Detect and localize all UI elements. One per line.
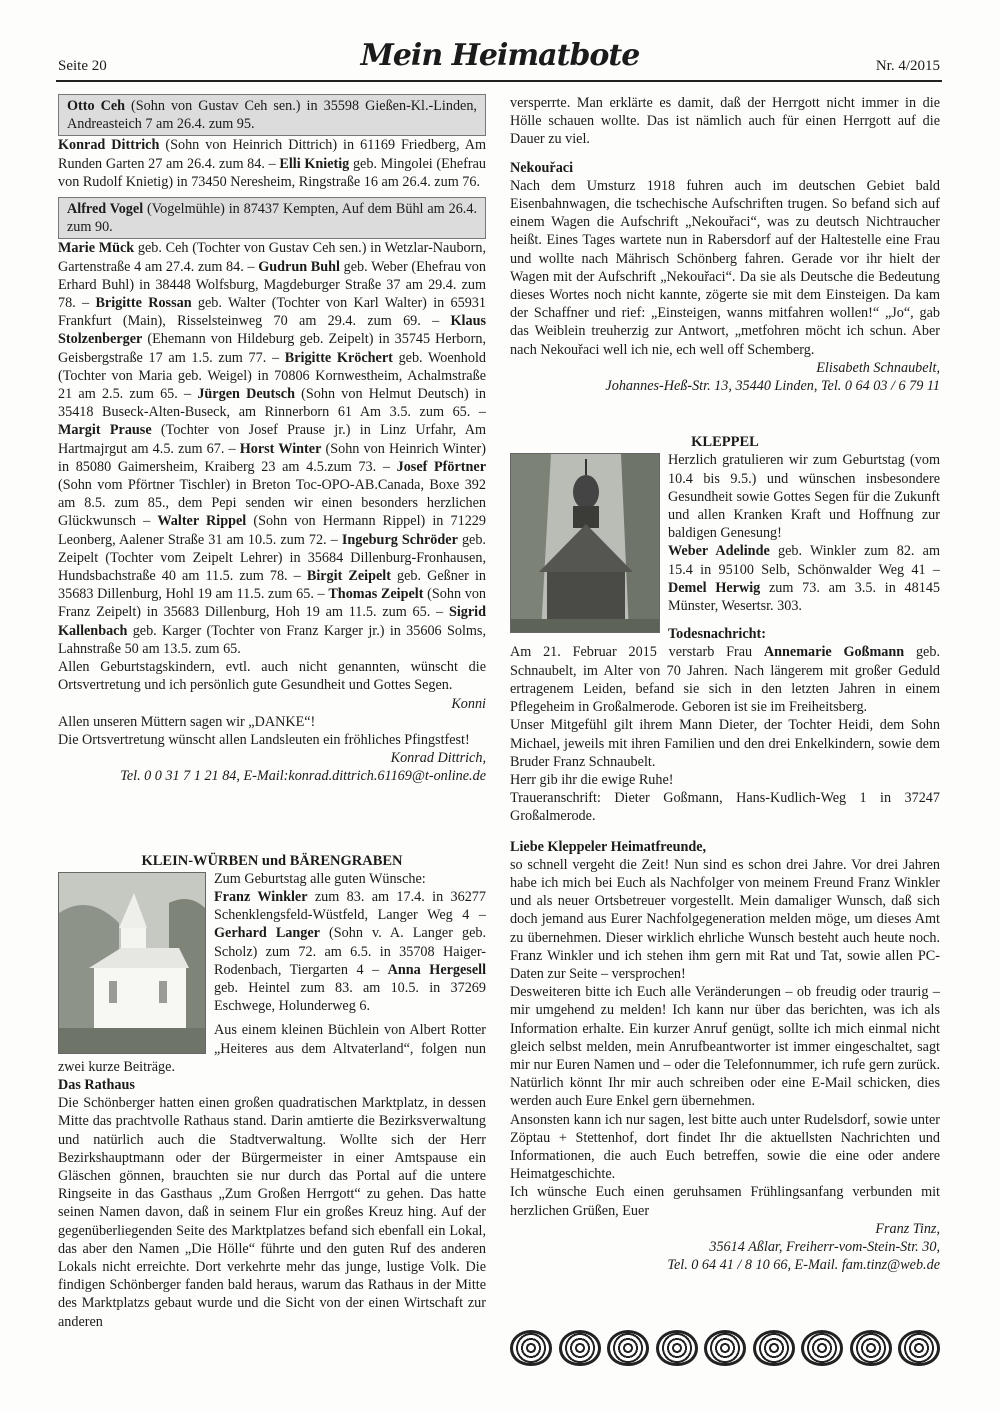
easter-egg-icon <box>704 1330 746 1366</box>
entry-text: (Ehemann von Hildeburg geb. Zeipelt) in 35745 Herborn, Geisbergstraße 17 am 1.5. zum 77. – <box>58 331 486 366</box>
letter-paragraph: Desweiteren bitte ich Euch alle Veränderungen – ob freudig oder traurig – mir umgehend zu melden! Ich kann nur über das berichten, was ich als Information erhalte. Ein kurzer Anruf genügt, sollte ich mich einmal nicht gleich selbst melden, mein Anrufbeantworter ist immer eingeschaltet, sagt mir nur Euren Namen und – oder die Telefonnummer, ich rufe gern zurück. Natürlich könnt Ihr mir auch schreiben oder eine E-Mail schicken, dies werden auch Eure Enkel gern übernehmen. <box>510 984 940 1110</box>
kw-note: Aus einem kleinen Büchlein von Albert Rotter „Heiteres aus dem Altvaterland“, folgen nun zwei kurze Beiträge. <box>58 1022 486 1075</box>
kleppel-greeting: Herzlich gratulieren wir zum Geburtstag (vom 10.4 bis 9.5.) und wünschen insbesondere Gesundheit sowie Gottes Segen für die Zukunft und allen Kranken Kraft und Hoffnung zur baldigen Genesung! <box>668 452 940 542</box>
closing-paragraph: Allen Geburtstagskindern, evtl. auch nicht genannten, wünscht die Ortsvertretung und ich persönlich gute Gesundheit und Gottes Segen. <box>58 659 486 694</box>
entry-text: (Sohn von Gustav Ceh sen.) in 35598 Gießen-Kl.-Linden, Andreasteich 7 am 26.4. zum 95. <box>67 98 477 133</box>
person-name: Jürgen Deutsch <box>197 386 295 403</box>
entry-text: (Tochter von Josef Prause jr.) in Linz Urfahr, Am Hartmajrgut am 4.5. zum 67. – <box>58 422 486 457</box>
page-number: Seite 20 <box>58 58 107 74</box>
person-name: Konrad Dittrich <box>58 137 160 154</box>
person-name: Klaus Stolzenberger <box>58 313 486 348</box>
person-name: Annemarie Goßmann <box>763 644 905 661</box>
person-name: Margit Prause <box>58 422 152 439</box>
rathaus-title: Das Rathaus <box>58 1076 135 1093</box>
person-name: Otto Ceh <box>67 98 126 114</box>
person-name: Sigrid Kallenbach <box>58 604 486 639</box>
person-name: Alfred Vogel <box>67 201 144 218</box>
signature-contact: Tel. 0 64 41 / 8 10 66, E-Mail. fam.tinz@web.de <box>667 1257 940 1274</box>
easter-egg-border <box>510 1330 940 1370</box>
easter-egg-icon <box>801 1330 843 1366</box>
birthday-list <box>58 239 486 658</box>
entry-text: (Sohn von Helmut Deutsch) in 35418 Buseck-Alten-Buseck, am Rinnerborn 61 Am 3.5. zum 65. – <box>58 386 487 421</box>
letter-title: Liebe Kleppeler Heimatfreunde, <box>510 838 707 855</box>
chapel-photo <box>510 453 660 633</box>
entry-text: (Sohn von Franz Zeipelt) in 35683 Dillenburg, Hoh 19 am 11.5. zum 65. – <box>58 586 487 621</box>
letter-paragraph: Ansonsten kann ich nur sagen, lest bitte auch unter Rudelsdorf, sowie unter Zöptau + Stettenhof, dort findet Ihr die aktuellsten Nachrichten und Informationen, die auch Euch betreffen, sowie die eine oder andere Heimatgeschichte. <box>510 1111 940 1183</box>
chapel-icon <box>511 454 659 632</box>
obituary-title: Todesnachricht: <box>668 626 767 643</box>
signature-contact: 35614 Aßlar, Freiherr-vom-Stein-Str. 30, <box>709 1238 940 1255</box>
person-name: Gerhard Langer <box>214 925 320 942</box>
signature-contact: Tel. 0 0 31 7 1 21 84, E-Mail:konrad.dittrich.61169@t-online.de <box>120 768 486 785</box>
person-name: Ingeburg Schröder <box>341 531 458 548</box>
entry-text: (Sohn vom Pförtner Tischler) in Breton Toc-OPO-AB.Canada, Boxe 392 am 8.5. zum 85., dem Pepi senden wir einen besonders herzlichen Glückwunsch – <box>58 477 486 530</box>
entry-text: geb. Schnaubelt, im Alter von 70 Jahren. Nach längerem mit großer Geduld ertragenem Leiden, befand sie sich in den letzten Jahren in einem Pflegeheim in Großalmerode. Geboren ist sie im Freiheitsberg. <box>510 644 940 716</box>
masthead-title: Mein Heimatbote <box>360 38 640 73</box>
entry-text: geb. Woenhold (Tochter von Maria geb. Weigel) in 70806 Kornwestheim, Achalmstraße 21 am 2.5. zum 65. – <box>58 349 486 403</box>
entry-text: (Sohn von Heinrich Winter) in 85080 Gaimersheim, Kraiberg 23 am 4.5.zum 73. – <box>58 440 486 475</box>
person-name: Demel Herwig <box>668 579 761 596</box>
continued-text: versperrte. Man erklärte es damit, daß der Herrgott nicht immer in die Hölle schauen wollte. Das ist nämlich auch für einen Herrgott auf die Dauer zu viel. <box>510 95 940 148</box>
person-name: Marie Mück <box>58 240 135 257</box>
person-name: Weber Adelinde <box>668 543 770 560</box>
rathaus-text: Die Schönberger hatten einen großen quadratischen Marktplatz, in dessen Mitte das prachtvolle Rathaus stand. Darin amtierte die Bezirksverwaltung und natürlich auch die Stadtverwaltung. Wollte sich der Herr Bezirkshauptmann oder der Bürgermeister in einer Amtspause ein Gläschen gönnen, brauchten sie nur durch das Portal auf die untere Ringseite in das Gasthaus „Zum Großen Herrgott“ zu gehen. Das hatte seinen Namen davon, daß in seinem Flur ein großes Kreuz hing. Auf der gegenüberliegenden Seite des Marktplatzes befand sich ebenfall ein Lokal, das aber den Namen „Die Hölle“ führte und den guten Ruf des anderen Lokals nicht erreichte. Dort verkehrte mehr das junge, lustige Volk. Die findigen Schönberger fanden bald heraus, warum das Rathaus in der Mitte des Marktplatzs gebaut wurde und die Sicht von der einen Wirtschaft zur anderen <box>58 1095 486 1330</box>
obituary-text <box>510 643 940 716</box>
easter-egg-icon <box>898 1330 940 1366</box>
person-name: Birgit Zeipelt <box>306 568 391 585</box>
easter-egg-icon <box>753 1330 795 1366</box>
entry-text: geb. Winkler zum 82. am 15.4 in 95100 Selb, Schönwalder Weg 41 – <box>668 543 941 578</box>
person-name: Josef Pförtner <box>396 458 486 475</box>
left-column <box>58 94 486 1331</box>
entry-text: zum 73. am 3.5. in 48145 Münster, Wesertsr. 303. <box>668 579 941 615</box>
obituary-prayer: Herr gib ihr die ewige Ruhe! <box>510 771 674 788</box>
entry-text: geb. Karger (Tochter von Franz Karger jr.) in 35606 Solms, Lahnstraße 50 am 13.5. zum 65. <box>58 622 486 657</box>
church-photo <box>58 872 206 1054</box>
entry-text: geb. Heintel zum 83. am 10.5. in 37269 Eschwege, Holunderweg 6. <box>214 979 486 1015</box>
easter-egg-icon <box>656 1330 698 1366</box>
entry-text: geb. Mingolei (Ehefrau von Rudolf Knietig) in 73450 Neresheim, Ringstraße 16 am 26.4. zum 76. <box>58 155 487 190</box>
entry-text: (Sohn von Heinrich Dittrich) in 61169 Friedberg, Am Runden Garten 27 am 26.4. zum 84. – <box>58 137 486 172</box>
nekouraci-title: Nekouřaci <box>510 159 574 176</box>
entry-text: geb. Ceh (Tochter von Gustav Ceh sen.) in Wetzlar-Nauborn, Gartenstraße 4 am 27.4. zum 84. – <box>58 240 486 275</box>
issue-number: Nr. 4/2015 <box>875 58 940 74</box>
entry-text: geb. Geßner in 35683 Dillenburg, Hohl 19 am 11.5. zum 65. – <box>58 568 486 603</box>
entry-text: geb. Zeipelt (Tochter vom Zeipelt Lehrer) in 35684 Dillenburg-Fronhausen, Hundsbachstraße 40 am 11.5. zum 78. – <box>58 531 486 585</box>
right-column <box>510 94 940 1274</box>
letter-paragraph: Ich wünsche Euch einen geruhsamen Frühlingsanfang verbunden mit herzlichen Grüßen, Euer <box>510 1184 940 1219</box>
person-name: Thomas Zeipelt <box>328 586 424 603</box>
person-name: Horst Winter <box>239 440 322 457</box>
easter-egg-icon <box>510 1330 552 1366</box>
person-name: Elli Knietig <box>279 155 350 172</box>
entry-text: geb. Walter (Tochter von Karl Walter) in 65931 Frankfurt (Main), Risselsteinweg 70 am 29.4. zum 69. – <box>58 295 486 330</box>
pentecost-line: Die Ortsvertretung wünscht allen Landsleuten ein fröhliches Pfingstfest! <box>58 731 470 748</box>
mothers-day-line: Allen unseren Müttern sagen wir „DANKE“! <box>58 713 316 730</box>
signature: Elisabeth Schnaubelt, <box>816 359 940 376</box>
signature: Franz Tinz, <box>875 1220 940 1237</box>
person-name: Brigitte Rossan <box>95 295 192 312</box>
section-title: KLEPPEL <box>691 434 759 451</box>
easter-egg-icon <box>850 1330 892 1366</box>
easter-egg-icon <box>607 1330 649 1366</box>
easter-egg-icon <box>559 1330 601 1366</box>
person-name: Anna Hergesell <box>387 961 487 978</box>
signature: Konni <box>451 695 486 712</box>
letter-paragraph: so schnell vergeht die Zeit! Nun sind es schon drei Jahre. Vor drei Jahren habe ich mich bei Euch als Nachfolger von meinem Freund Franz Winkler und als neuer Ortsbetreuer vorgestellt. Mein damaliger Wunsch, daß sich doch jemand aus Eurer Nachfolgegeneration melden möge, um dieses Amt zu übernehmen. Dieser wirklich ehrliche Wunsch besteht auch heute noch. Franz Winkler und ich stehen ihm gern mit Rat und Tat, sowie allen PC-Daten zur Seite – versprochen! <box>510 856 940 982</box>
birthday-paragraph <box>58 136 486 191</box>
person-name: Franz Winkler <box>214 888 308 905</box>
person-name: Walter Rippel <box>157 513 247 530</box>
person-name: Brigitte Kröchert <box>284 349 393 366</box>
highlight-box <box>58 197 486 239</box>
entry-text: Am 21. Februar 2015 verstarb Frau <box>510 644 764 661</box>
entry-text: (Sohn von Hermann Rippel) in 71229 Leonberg, Aalener Straße 31 am 10.5. zum 72. – <box>58 513 486 548</box>
entry-text: zum 83. am 17.4. in 36277 Schenklengsfeld-Wüstfeld, Langer Weg 4 – <box>214 888 486 924</box>
entry-text: (Vogelmühle) in 87437 Kempten, Auf dem Bühl am 26.4. zum 90. <box>67 201 477 236</box>
header-rule <box>56 80 942 82</box>
highlight-box <box>58 94 486 136</box>
entry-text: (Sohn v. A. Langer geb. Scholz) zum 72. am 6.5. in 35708 Haiger-Rodenbach, Tiergarten 4 – <box>214 925 487 978</box>
signature: Konrad Dittrich, <box>390 750 486 767</box>
obituary-condolence: Unser Mitgefühl gilt ihrem Mann Dieter, der Tochter Heidi, dem Sohn Michael, jeweils mit ihren Familien und den drei Enkelkindern, sowie dem Bruder Franz Schnaubelt. <box>510 717 940 770</box>
section-title: KLEIN-WÜRBEN und BÄRENGRABEN <box>141 852 403 869</box>
person-name: Gudrun Buhl <box>258 258 340 275</box>
church-icon <box>59 873 205 1053</box>
kw-intro: Zum Geburtstag alle guten Wünsche: <box>214 870 426 887</box>
nekouraci-text: Nach dem Umsturz 1918 fuhren auch im deutschen Gebiet bald Eisenbahnwagen, die tschechische Aufschriften trugen. So befand sich auf einem Wagen die Aufschrift „Nekouřaci“, was zu deutsch Nichtraucher heißt. Eines Tages wartete nun in Rabersdorf auf der Haltestelle eine Frau und wollte nach Mährisch Schönberg fahren. Gerade vor ihr hielt der Wagen mit der Aufschrift „Nekouřaci“. Da sie als Deutsche die Bedeutung dieses Wortes noch nicht kannte, zögerte sie mit dem Einsteigen. Da kam der Schaffner und rief: „Einsteigen, wanns mitfahren wollen!“ „Jo“, gab das Weiblein treuherzig zur Antwort, „metfohren möcht ich schun. Aber nach Nekouřaci well ich nie, ech well off Schemberg. <box>510 177 940 358</box>
entry-text: geb. Weber (Ehefrau von Erhard Buhl) in 38448 Wolfsburg, Magdeburger Straße 37 am 29.4. zum 78. – <box>58 258 486 312</box>
signature-contact: Johannes-Heß-Str. 13, 35440 Linden, Tel. 0 64 03 / 6 79 11 <box>605 378 940 395</box>
obituary-address: Traueranschrift: Dieter Goßmann, Hans-Kudlich-Weg 1 in 37247 Großalmerode. <box>510 790 940 825</box>
